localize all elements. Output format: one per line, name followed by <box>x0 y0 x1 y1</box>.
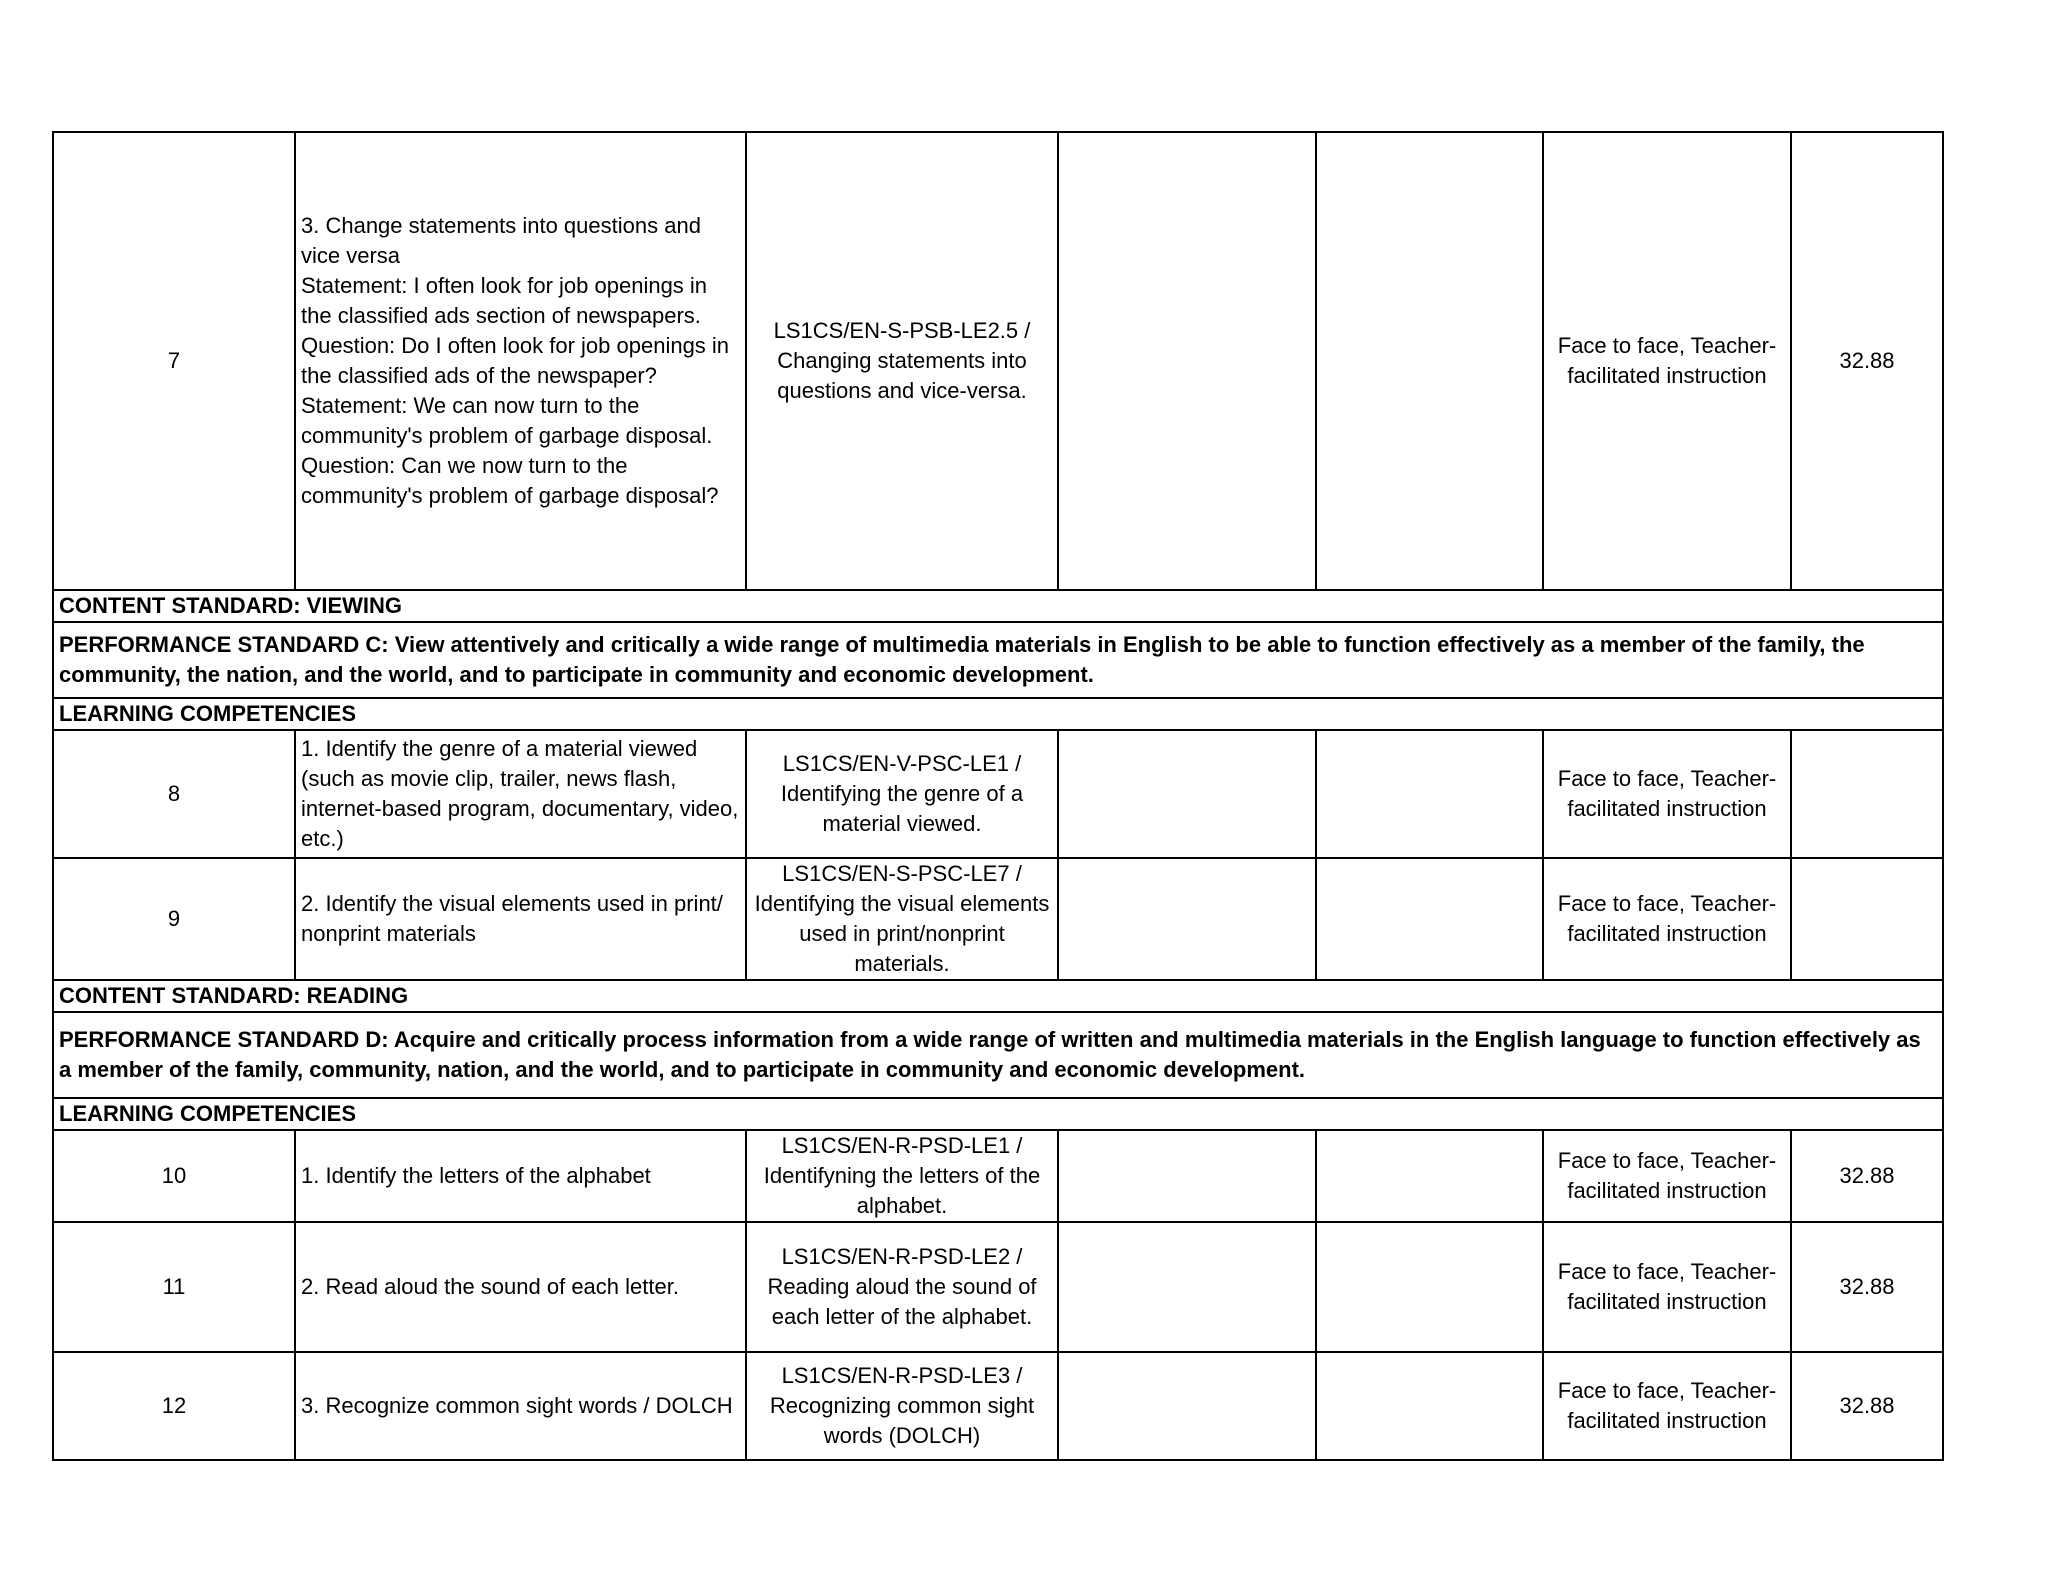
row-number: 10 <box>53 1130 295 1222</box>
hours-cell: 32.88 <box>1791 1130 1943 1222</box>
competency-cell: 1. Identify the genre of a material viewed (such as movie clip, trailer, news flash, internet-based program, documentary, video, etc.) <box>295 730 746 858</box>
empty-cell <box>1058 1130 1316 1222</box>
competency-cell: 3. Recognize common sight words / DOLCH <box>295 1352 746 1460</box>
section-header-row <box>53 980 1943 1012</box>
table-row <box>53 1130 1943 1222</box>
empty-cell <box>1316 1352 1543 1460</box>
empty-cell <box>1058 858 1316 980</box>
delivery-mode-cell: Face to face, Teacher-facilitated instruction <box>1543 1130 1791 1222</box>
table-row <box>53 132 1943 590</box>
code-cell: LS1CS/EN-V-PSC-LE1 / Identifying the genre of a material viewed. <box>746 730 1058 858</box>
delivery-mode-cell: Face to face, Teacher-facilitated instruction <box>1543 1352 1791 1460</box>
row-number: 12 <box>53 1352 295 1460</box>
performance-standard-heading: PERFORMANCE STANDARD C: View attentively and critically a wide range of multimedia materials in English to be able to function effectively as a member of the family, the community, the nation, and the world, and to participate in community and economic development. <box>53 622 1943 698</box>
empty-cell <box>1316 858 1543 980</box>
code-cell: LS1CS/EN-R-PSD-LE2 / Reading aloud the sound of each letter of the alphabet. <box>746 1222 1058 1352</box>
competency-table <box>52 131 1944 1461</box>
hours-cell <box>1791 858 1943 980</box>
learning-competencies-heading: LEARNING COMPETENCIES <box>53 1098 1943 1130</box>
performance-standard-heading: PERFORMANCE STANDARD D: Acquire and critically process information from a wide range of written and multimedia materials in the English language to function effectively as a member of the family, community, nation, and the world, and to participate in community and economic development. <box>53 1012 1943 1098</box>
section-header-row <box>53 590 1943 622</box>
content-standard-heading: CONTENT STANDARD: READING <box>53 980 1943 1012</box>
learning-competencies-heading: LEARNING COMPETENCIES <box>53 698 1943 730</box>
hours-cell: 32.88 <box>1791 1222 1943 1352</box>
delivery-mode-cell: Face to face, Teacher-facilitated instruction <box>1543 132 1791 590</box>
hours-cell: 32.88 <box>1791 1352 1943 1460</box>
empty-cell <box>1316 730 1543 858</box>
competency-cell: 3. Change statements into questions and vice versa Statement: I often look for job openings in the classified ads section of newspapers. Question: Do I often look for job openings in the classified ads of the newspaper? Statement: We can now turn to the community's problem of garbage disposal. Question: Can we now turn to the community's problem of garbage disposal? <box>295 132 746 590</box>
section-header-row <box>53 622 1943 698</box>
empty-cell <box>1058 1352 1316 1460</box>
empty-cell <box>1058 1222 1316 1352</box>
hours-cell <box>1791 730 1943 858</box>
section-header-row <box>53 1012 1943 1098</box>
competency-cell: 1. Identify the letters of the alphabet <box>295 1130 746 1222</box>
code-cell: LS1CS/EN-R-PSD-LE1 / Identifyning the letters of the alphabet. <box>746 1130 1058 1222</box>
row-number: 9 <box>53 858 295 980</box>
row-number: 8 <box>53 730 295 858</box>
table-row <box>53 730 1943 858</box>
code-cell: LS1CS/EN-S-PSB-LE2.5 / Changing statements into questions and vice-versa. <box>746 132 1058 590</box>
section-header-row <box>53 1098 1943 1130</box>
row-number: 11 <box>53 1222 295 1352</box>
empty-cell <box>1316 1130 1543 1222</box>
empty-cell <box>1316 1222 1543 1352</box>
content-standard-heading: CONTENT STANDARD: VIEWING <box>53 590 1943 622</box>
code-cell: LS1CS/EN-R-PSD-LE3 / Recognizing common sight words (DOLCH) <box>746 1352 1058 1460</box>
empty-cell <box>1316 132 1543 590</box>
table-row <box>53 1222 1943 1352</box>
code-cell: LS1CS/EN-S-PSC-LE7 / Identifying the visual elements used in print/nonprint materials. <box>746 858 1058 980</box>
row-number: 7 <box>53 132 295 590</box>
hours-cell: 32.88 <box>1791 132 1943 590</box>
table-row <box>53 858 1943 980</box>
delivery-mode-cell: Face to face, Teacher-facilitated instruction <box>1543 858 1791 980</box>
table-row <box>53 1352 1943 1460</box>
delivery-mode-cell: Face to face, Teacher-facilitated instruction <box>1543 730 1791 858</box>
competency-cell: 2. Identify the visual elements used in print/ nonprint materials <box>295 858 746 980</box>
empty-cell <box>1058 730 1316 858</box>
empty-cell <box>1058 132 1316 590</box>
delivery-mode-cell: Face to face, Teacher-facilitated instruction <box>1543 1222 1791 1352</box>
section-header-row <box>53 698 1943 730</box>
competency-cell: 2. Read aloud the sound of each letter. <box>295 1222 746 1352</box>
